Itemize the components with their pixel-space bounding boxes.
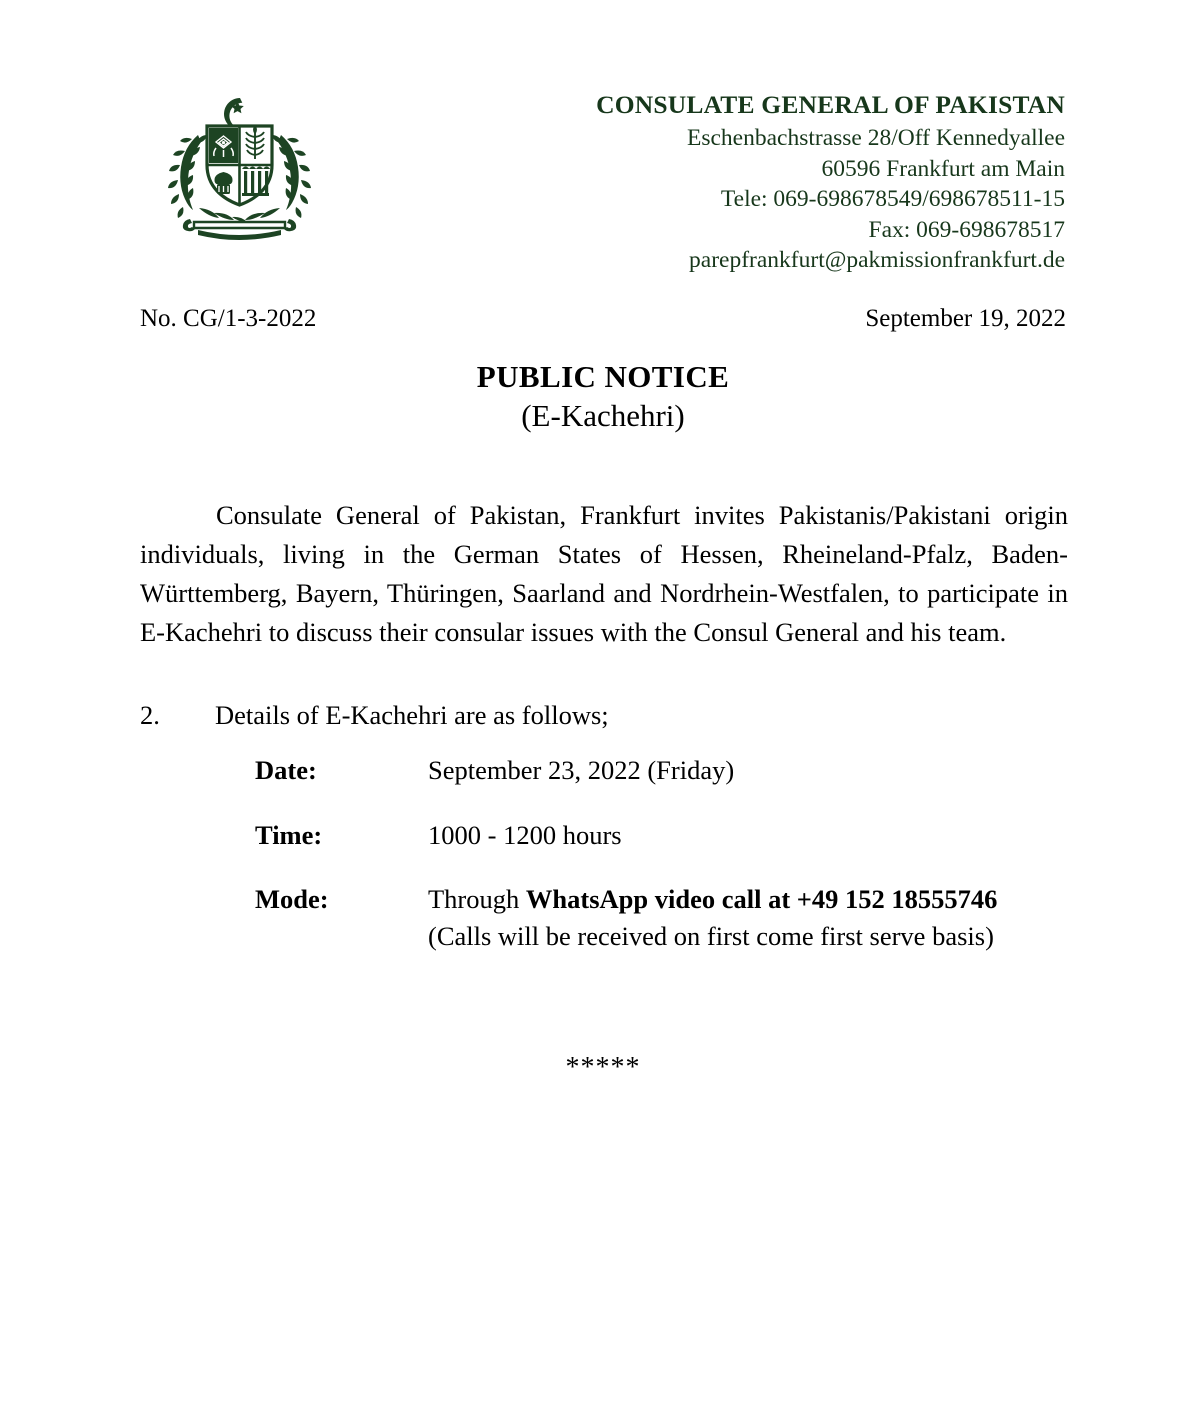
reference-row — [140, 305, 1066, 333]
detail-row-time — [255, 817, 1070, 854]
detail-value-date: September 23, 2022 (Friday) — [428, 755, 735, 785]
detail-row-date — [255, 752, 1070, 789]
details-list — [255, 752, 1070, 954]
address-line-2: 60596 Frankfurt am Main — [821, 155, 1065, 182]
item-number: 2. — [140, 700, 160, 730]
detail-label-time: Time: — [255, 819, 323, 850]
detail-value-time: 1000 - 1200 hours — [428, 819, 622, 850]
pakistan-state-emblem-icon — [152, 95, 327, 250]
title-block — [140, 358, 1066, 436]
item-text: Details of E-Kachehri are as follows; — [215, 700, 609, 730]
page-subtitle: (E-Kachehri) — [521, 397, 685, 433]
reference-number: No. CG/1-3-2022 — [140, 305, 317, 332]
page-title: PUBLIC NOTICE — [476, 359, 730, 394]
fax-line: Fax: 069-698678517 — [868, 216, 1065, 243]
email-line: parepfrankfurt@pakmissionfrankfurt.de — [689, 247, 1065, 274]
numbered-item-2 — [140, 697, 1068, 734]
footer-asterisks: ***** — [565, 1052, 641, 1083]
address-line-1: Eschenbachstrasse 28/Off Kennedyallee — [686, 125, 1065, 152]
detail-label-mode: Mode: — [255, 884, 329, 915]
body-paragraph-1: Consulate General of Pakistan, Frankfurt invites Pakistanis/Pakistani origin individuals, living in the German States of Hessen, Rheineland-Pfalz, Baden-Württemberg, Bayern, Thüringen, Saarland and Nordrhein-Westfalen, to participate in E-Kachehri to discuss their consular issues with the Consul General and his team. — [140, 500, 1068, 647]
consulate-title: CONSULATE GENERAL OF PAKISTAN — [596, 90, 1065, 119]
detail-row-mode — [255, 881, 1070, 954]
detail-value-mode — [428, 881, 1070, 954]
letterhead — [0, 88, 1191, 278]
detail-label-date: Date: — [255, 755, 317, 785]
document-date: September 19, 2022 — [865, 305, 1066, 332]
mode-whatsapp-number: WhatsApp video call at +49 152 18555746 — [525, 884, 998, 915]
letterhead-address-block — [445, 88, 1065, 276]
mode-note: (Calls will be received on first come first serve basis) — [428, 920, 994, 951]
mode-prefix-text: Through — [428, 884, 526, 915]
telephone-line: Tele: 069-698678549/698678511-15 — [720, 186, 1065, 213]
